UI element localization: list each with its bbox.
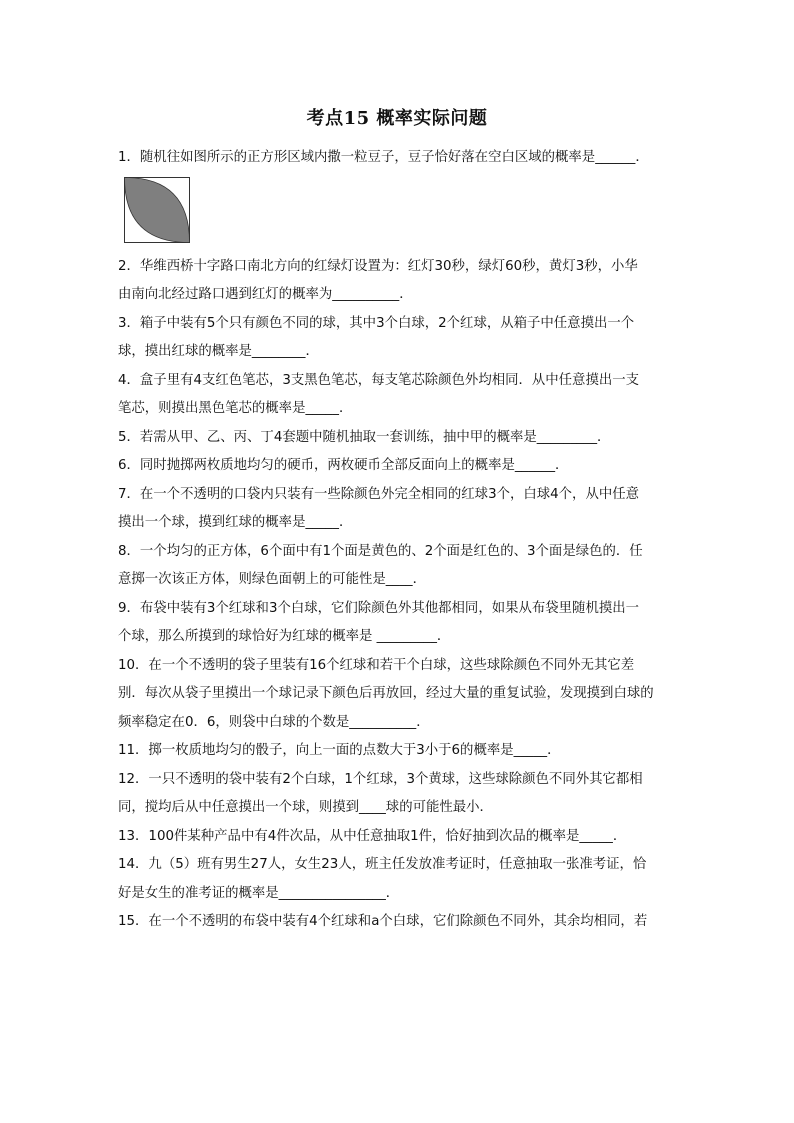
question-7 xyxy=(118,481,676,538)
question-7-line-1: 7．在一个不透明的口袋内只装有一些除颜色外完全相同的红球3个，白球4个，从中任意 xyxy=(118,486,640,502)
question-7-line-2: 摸出一个球，摸到红球的概率是_____． xyxy=(118,515,353,530)
question-4-line-2: 笔芯，则摸出黑色笔芯的概率是_____． xyxy=(118,401,353,416)
question-1 xyxy=(118,144,676,243)
question-4-line-1: 4．盒子里有4支红色笔芯，3支黑色笔芯，每支笔芯除颜色外均相同．从中任意摸出一支 xyxy=(118,372,640,388)
question-3-line-1: 3．箱子中装有5个只有颜色不同的球，其中3个白球，2个红球，从箱子中任意摸出一个 xyxy=(118,315,635,331)
question-14-line-2: 好是女生的准考证的概率是________________． xyxy=(118,885,400,901)
question-6 xyxy=(118,452,676,481)
question-6-line-1: 6．同时抛掷两枚质地均匀的硬币，两枚硬币全部反面向上的概率是______． xyxy=(118,458,569,473)
question-2-line-1: 2．华维西桥十字路口南北方向的红绿灯设置为：红灯30秒，绿灯60秒，黄灯3秒，小华 xyxy=(118,258,638,274)
question-9-line-1: 9．布袋中装有3个红球和3个白球，它们除颜色外其他都相同，如果从布袋里随机摸出一 xyxy=(118,600,640,616)
question-3 xyxy=(118,310,676,367)
question-12-line-2: 同，搅均后从中任意摸出一个球，则摸到____球的可能性最小． xyxy=(118,800,493,815)
question-10-line-3: 频率稳定在0．6，则袋中白球的个数是__________． xyxy=(118,714,430,730)
question-14-line-1: 14．九（5）班有男生27人，女生23人，班主任发放准考证时，任意抽取一张准考证，恰 xyxy=(118,857,647,872)
question-9-line-2: 个球，那么所摸到的球恰好为红球的概率是 _________． xyxy=(118,629,451,644)
square-lens-figure xyxy=(124,177,190,243)
question-5 xyxy=(118,424,676,453)
question-12-line-1: 12．一只不透明的袋中装有2个白球，1个红球，3个黄球，这些球除颜色不同外其它都相 xyxy=(118,771,643,787)
question-list xyxy=(118,144,676,937)
question-10-line-1: 10．在一个不透明的袋子里装有16个红球和若干个白球，这些球除颜色不同外无其它差 xyxy=(118,657,635,673)
question-13 xyxy=(118,823,676,852)
question-13-line-1: 13．100件某种产品中有4件次品，从中任意抽取1件，恰好抽到次品的概率是_____． xyxy=(118,828,627,844)
question-2 xyxy=(118,253,676,310)
question-1-line-1: 1．随机往如图所示的正方形区域内撒一粒豆子，豆子恰好落在空白区域的概率是______． xyxy=(118,150,649,165)
question-10-line-2: 别．每次从袋子里摸出一个球记录下颜色后再放回，经过大量的重复试验，发现摸到白球的 xyxy=(118,686,654,701)
question-12 xyxy=(118,766,676,823)
question-8-line-1: 8．一个均匀的正方体，6个面中有1个面是黄色的、2个面是红色的、3个面是绿色的．任 xyxy=(118,543,643,559)
question-3-line-2: 球，摸出红球的概率是________． xyxy=(118,344,319,359)
question-4 xyxy=(118,367,676,424)
question-2-line-2: 由南向北经过路口遇到红灯的概率为__________． xyxy=(118,287,413,302)
question-14 xyxy=(118,851,676,908)
question-11 xyxy=(118,737,676,766)
question-5-line-1: 5．若需从甲、乙、丙、丁4套题中随机抽取一套训练，抽中甲的概率是_________． xyxy=(118,429,611,445)
question-8 xyxy=(118,538,676,595)
question-8-line-2: 意掷一次该正方体，则绿色面朝上的可能性是____． xyxy=(118,572,426,587)
question-15-line-1: 15．在一个不透明的布袋中装有4个红球和a个白球，它们除颜色不同外，其余均相同，若 xyxy=(118,914,648,929)
question-15 xyxy=(118,908,676,937)
question-11-line-1: 11．掷一枚质地均匀的骰子，向上一面的点数大于3小于6的概率是_____． xyxy=(118,743,561,758)
question-9 xyxy=(118,595,676,652)
page-title: 考点15 概率实际问题 xyxy=(306,108,488,129)
question-10 xyxy=(118,652,676,738)
